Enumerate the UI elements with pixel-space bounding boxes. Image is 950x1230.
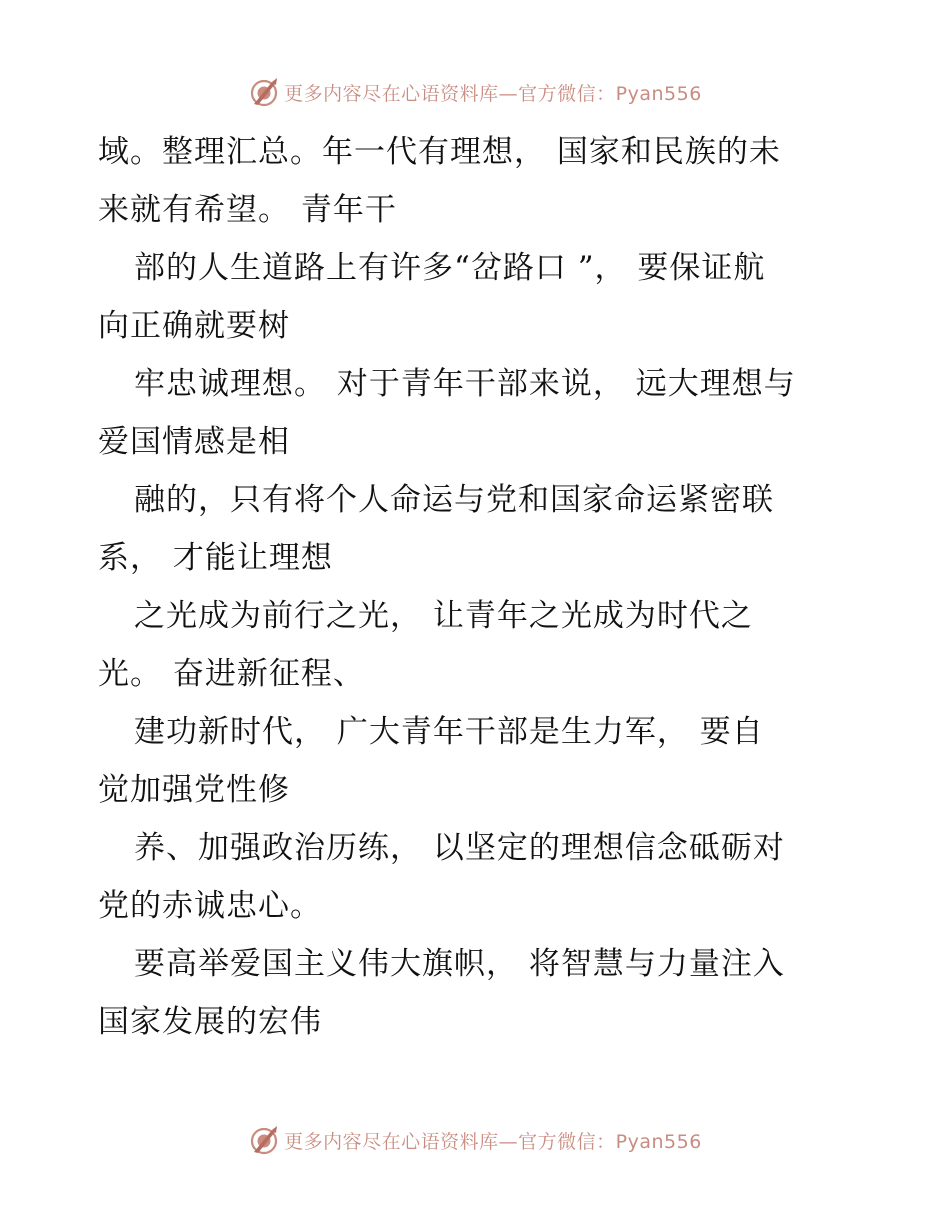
watermark-text: 更多内容尽在心语资料库—官方微信：Pyan556 [284,82,702,105]
quill-logo-icon [248,1124,280,1156]
header-watermark [0,72,950,112]
body-line: 向正确就要树 [98,308,290,344]
body-line: 来就有希望。 青年干 [98,192,397,228]
body-line: 国家发展的宏伟 [98,1004,322,1040]
document-body [98,123,888,1051]
body-line: 觉加强党性修 [98,772,290,808]
watermark-text: 更多内容尽在心语资料库—官方微信：Pyan556 [284,1130,702,1153]
footer-watermark [0,1120,950,1160]
quill-logo-icon [248,76,280,108]
body-line: 党的赤诚忠心。 [98,888,322,924]
body-line: 域。整理汇总。年一代有理想， 国家和民族的未 [98,134,781,170]
body-line: 之光成为前行之光， 让青年之光成为时代之 [134,598,753,634]
body-line: 爱国情感是相 [98,424,290,460]
body-line: 建功新时代， 广大青年干部是生力军， 要自 [134,714,764,750]
body-line: 部的人生道路上有许多“岔路口 ”， 要保证航 [134,250,766,286]
body-line: 牢忠诚理想。 对于青年干部来说， 远大理想与 [134,366,796,402]
body-line: 系， 才能让理想 [98,540,333,576]
body-line: 融的，只有将个人命运与党和国家命运紧密联 [134,482,774,518]
body-line: 要高举爱国主义伟大旗帜， 将智慧与力量注入 [134,946,785,982]
body-line: 养、加强政治历练， 以坚定的理想信念砥砺对 [134,830,785,866]
body-line: 光。 奋进新征程、 [98,656,365,692]
